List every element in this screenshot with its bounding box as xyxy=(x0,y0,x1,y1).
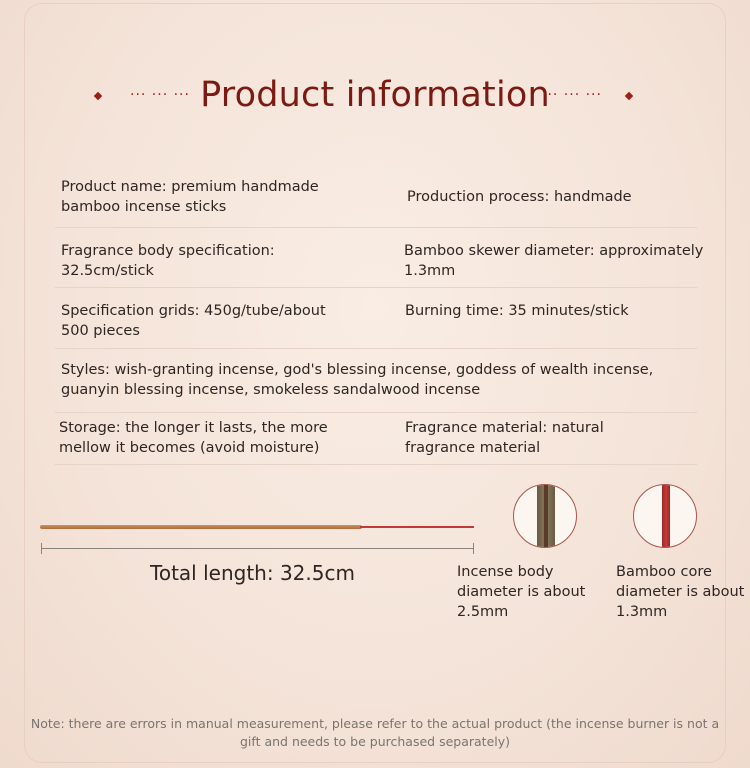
info-row xyxy=(55,288,697,349)
bamboo-diameter-caption: Bamboo core diameter is about 1.3mm xyxy=(616,564,745,620)
incense-diameter-caption: Incense body diameter is about 2.5mm xyxy=(457,564,586,620)
total-length-label: Total length: 32.5cm xyxy=(150,561,355,585)
length-measure-line xyxy=(41,548,474,549)
fragrance-body-spec: Fragrance body specification: 32.5cm/stick xyxy=(61,243,275,279)
info-table xyxy=(55,168,704,465)
production-process: Production process: handmade xyxy=(407,189,632,205)
burning-time: Burning time: 35 minutes/stick xyxy=(405,303,629,319)
incense-stick-body xyxy=(40,525,362,529)
info-row xyxy=(55,349,697,413)
specification-grids: Specification grids: 450g/tube/about 500 pieces xyxy=(61,303,326,339)
measure-tick-right xyxy=(473,543,474,554)
incense-cross-section-icon xyxy=(513,484,577,548)
dots-ornament-right: ··· ··· ··· xyxy=(542,87,602,103)
storage: Storage: the longer it lasts, the more mellow it becomes (avoid moisture) xyxy=(59,420,328,456)
disclaimer-note: Note: there are errors in manual measurement, please refer to the actual product (the incense burner is not a gift and needs to be purchased separately) xyxy=(30,716,720,749)
title-row xyxy=(0,70,750,120)
bamboo-skewer-diameter: Bamboo skewer diameter: approximately 1.3mm xyxy=(404,243,704,279)
styles: Styles: wish-granting incense, god's blessing incense, goddess of wealth incense, guanyin blessing incense, smokeless sandalwood incense xyxy=(61,362,654,398)
dots-ornament-left: ··· ··· ··· xyxy=(130,87,190,103)
page-title: Product information xyxy=(200,75,550,115)
info-row xyxy=(55,228,704,288)
info-row xyxy=(55,168,697,228)
product-name: Product name: premium handmade bamboo incense sticks xyxy=(61,179,319,215)
bamboo-core-tail xyxy=(360,526,474,528)
info-row xyxy=(55,413,697,465)
measure-tick-left xyxy=(41,543,42,554)
bamboo-cross-section-icon xyxy=(633,484,697,548)
fragrance-material: Fragrance material: natural fragrance material xyxy=(405,420,604,456)
